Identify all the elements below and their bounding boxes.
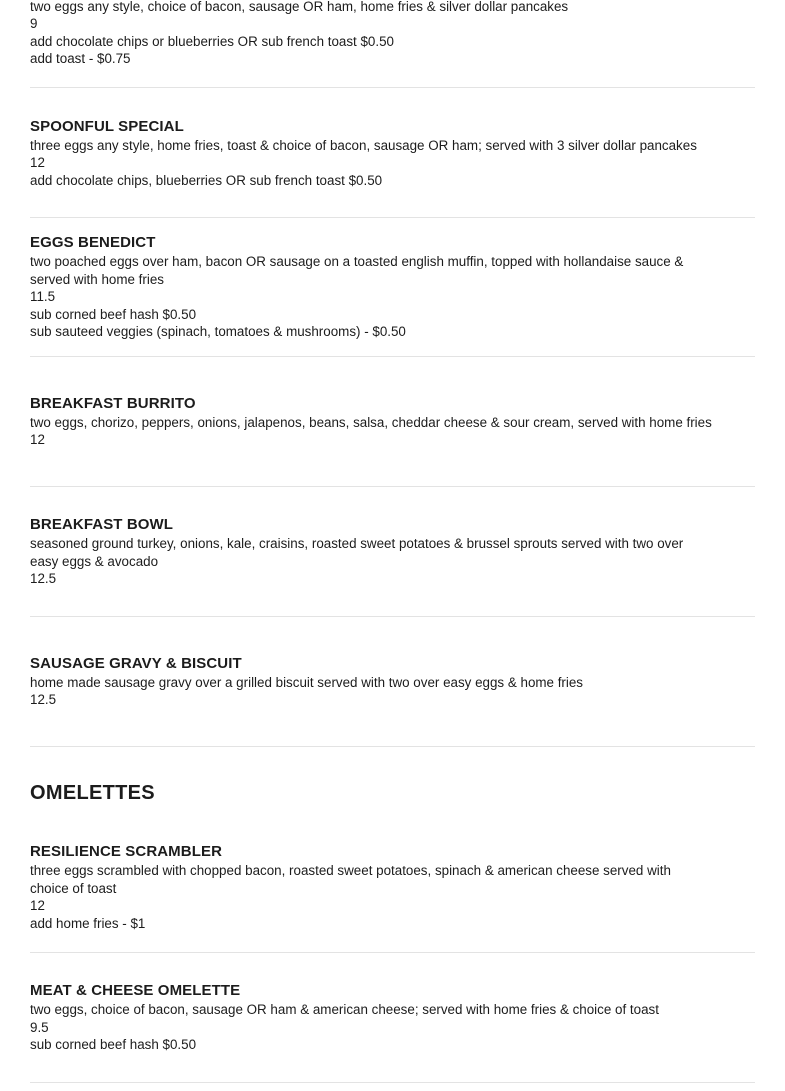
item-divider: [30, 952, 755, 953]
item-price: 12: [30, 432, 45, 447]
item-title: SPOONFUL SPECIAL: [30, 118, 184, 135]
item-description: two poached eggs over ham, bacon OR sausage on a toasted english muffin, topped with hollandaise sauce &: [30, 254, 684, 269]
item-description: three eggs scrambled with chopped bacon, roasted sweet potatoes, spinach & american cheese served with: [30, 863, 671, 878]
item-price: 9: [30, 16, 38, 31]
item-addon: add toast - $0.75: [30, 51, 131, 66]
item-price: 12.5: [30, 692, 57, 707]
item-description: served with home fries: [30, 272, 164, 287]
item-divider: [30, 616, 755, 617]
item-title: BREAKFAST BOWL: [30, 516, 174, 533]
item-price: 12: [30, 898, 45, 913]
item-title: EGGS BENEDICT: [30, 234, 156, 251]
item-addon: add chocolate chips, blueberries OR sub french toast $0.50: [30, 173, 383, 188]
item-addon: add home fries - $1: [30, 916, 146, 931]
item-divider: [30, 486, 755, 487]
item-addon: sub sauteed veggies (spinach, tomatoes & mushrooms) - $0.50: [30, 324, 406, 339]
item-description: two eggs any style, choice of bacon, sausage OR ham, home fries & silver dollar pancakes: [30, 0, 569, 14]
item-description: easy eggs & avocado: [30, 554, 159, 569]
item-description: three eggs any style, home fries, toast & choice of bacon, sausage OR ham; served with 3 silver dollar pancakes: [30, 138, 697, 153]
item-price: 12.5: [30, 571, 57, 586]
item-divider: [30, 1082, 755, 1083]
item-title: RESILIENCE SCRAMBLER: [30, 843, 223, 860]
item-divider: [30, 217, 755, 218]
item-description: seasoned ground turkey, onions, kale, craisins, roasted sweet potatoes & brussel sprouts served with two over: [30, 536, 684, 551]
item-divider: [30, 87, 755, 88]
item-addon: sub corned beef hash $0.50: [30, 1037, 197, 1052]
item-description: choice of toast: [30, 881, 117, 896]
item-price: 11.5: [30, 289, 56, 304]
item-addon: add chocolate chips or blueberries OR sub french toast $0.50: [30, 34, 394, 49]
section-heading-omelettes: OMELETTES: [30, 782, 155, 804]
item-description: two eggs, chorizo, peppers, onions, jalapenos, beans, salsa, cheddar cheese & sour cream, served with home fries: [30, 415, 712, 430]
item-title: MEAT & CHEESE OMELETTE: [30, 982, 241, 999]
item-divider: [30, 356, 755, 357]
item-title: SAUSAGE GRAVY & BISCUIT: [30, 655, 242, 672]
item-price: 12: [30, 155, 45, 170]
item-divider: [30, 746, 755, 747]
item-description: two eggs, choice of bacon, sausage OR ham & american cheese; served with home fries & choice of toast: [30, 1002, 659, 1017]
item-price: 9.5: [30, 1020, 49, 1035]
item-title: BREAKFAST BURRITO: [30, 395, 196, 412]
item-addon: sub corned beef hash $0.50: [30, 307, 197, 322]
item-description: home made sausage gravy over a grilled biscuit served with two over easy eggs & home fries: [30, 675, 584, 690]
